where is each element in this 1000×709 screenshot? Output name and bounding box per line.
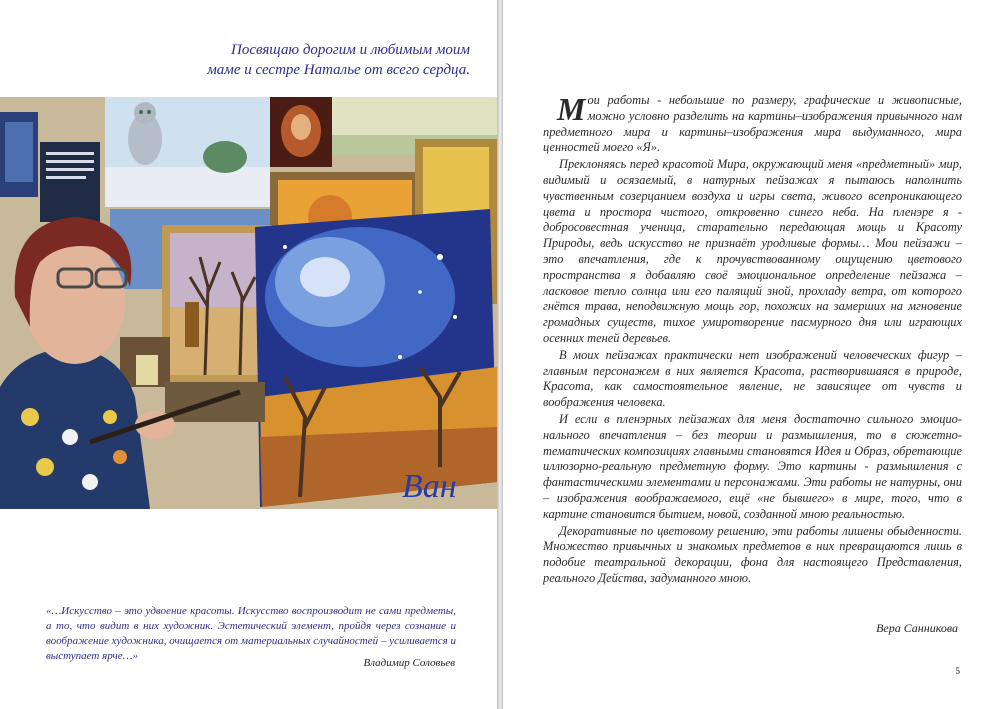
monogram: Ван: [402, 468, 457, 505]
essay-paragraph-2: Преклоняясь перед красотой Мира, окружающий меня «предметный» мир, видимый и осязаемый, в натурных пейзажах я пытаюсь наполнить чувственным созерцанием воздуха и игры света, живого всепроникающего цвета и простора чистого, откровенно синего неба. На пленэре я - добросовестная ученица, старательно передающая мощь и Красоту Природы, ведь искусство не признаёт уродливые формы… Мои пейзажи – это впечатления, где к прочувствованному ощущению цветового пространства я добавляю своё эмоциональное определение пейзажа – ласковое тепло солнца или его палящий зной, прохладу ветра, от которого гнётся трава, неподвижную мощь гор, похожих на замерших на мгновение громадных существ, тихое умиротворение пасмурного дня или играющих осенних теней деревьев.: [543, 157, 962, 345]
bottle: [185, 302, 199, 347]
essay-paragraph-4: И если в пленэрных пейзажах для меня достаточно сильного эмоционального впечатления – без теории и размышления, то в сюжетно-тематических композициях главными становятся Идея и Образ, обретающие иллюзорно-реальную предметную форму. Это картины - размышления с фантастическими элементами и персонажами. Эти работы не натурны, они – изображения воображаемого, ещё «не бывшего» в мире, того, что в картине становится бытием, новой, созданной мною реальностью.: [543, 411, 962, 521]
jar: [136, 355, 158, 385]
quote-author: Владимир Соловьев: [363, 657, 455, 669]
dedication: [150, 40, 470, 80]
right-page: [503, 0, 1000, 709]
dedication-line-2: маме и сестре Наталье от всего сердца.: [207, 62, 470, 78]
essay-paragraph-5: Декоративные по цветовому решению, эти работы лишены обыденности. Множество привычных и знакомых предметов в них превращаются лишь в подобие театральной декорации, фона для настоящего Представления, реального Действа, задуманного мною.: [543, 523, 962, 585]
dedication-line-1: Посвящаю дорогим и любимым моим: [231, 42, 470, 58]
epigraph-quote: «…Искусство – это удвоение красоты. Искусство воспроизводит не сами предметы, а то, что видит в них художник. Эстетический элемент, пройдя через сознание и воображение художника, очищается от материальных случайностей – усиливается и выступает ярче…»: [46, 605, 456, 662]
essay-paragraph-1: Мои работы - небольшие по размеру, графические и живописные, можно условно разделить на картины–изображения привычного нам предметного мира и картины–изображения мира выдуманного, мира ценностей моего «Я».: [543, 91, 962, 155]
poster-left-inner: [5, 122, 33, 182]
left-page: [0, 0, 497, 709]
drop-cap: М: [557, 91, 586, 127]
artist-photo: [0, 97, 497, 509]
author-signature: Вера Санникова: [876, 621, 958, 635]
essay-paragraph-3: В моих пейзажах практически нет изображений человеческих фигур – главным персонажем в них является Красота, растворившаяся в природе, Красота, как самостоятельное явление, не зависящее от чувств и воображения человека.: [543, 347, 962, 410]
page-number: 5: [955, 666, 960, 676]
essay-text: [543, 93, 962, 588]
